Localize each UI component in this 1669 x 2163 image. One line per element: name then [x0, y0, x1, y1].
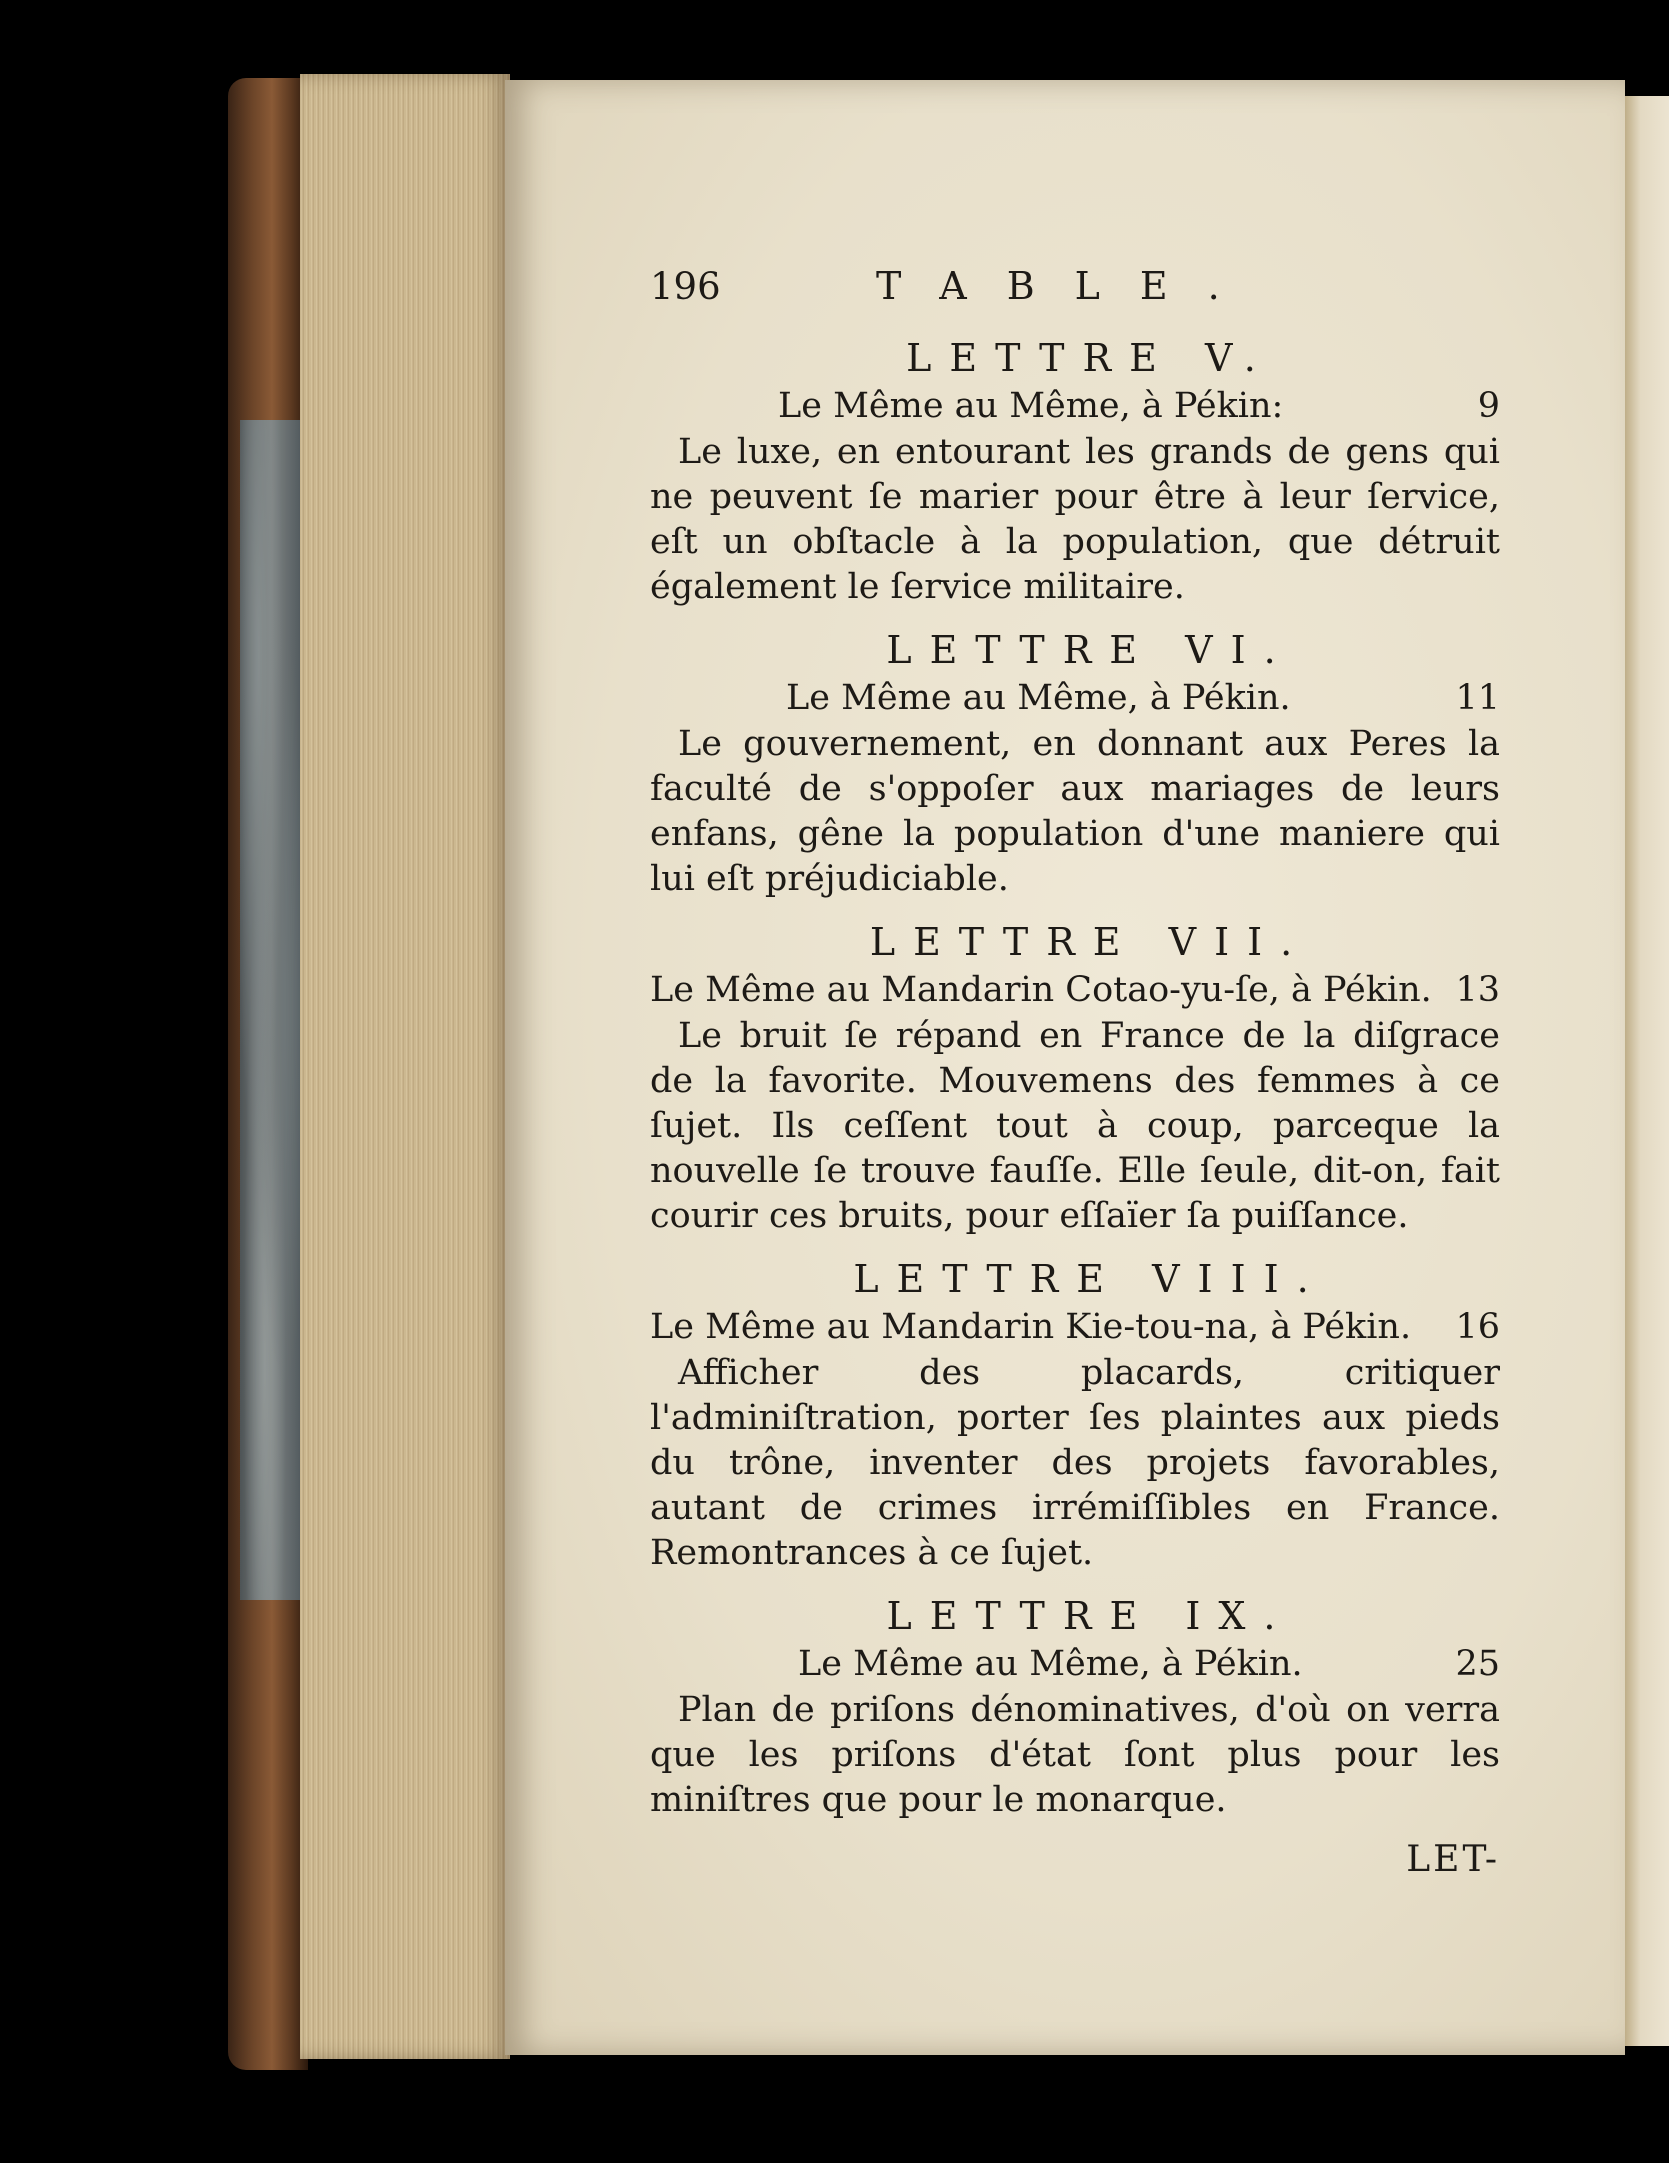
- page-text: [650, 258, 1500, 1882]
- letter-heading: LETTRE V.: [906, 336, 1274, 380]
- marbled-board: [240, 420, 302, 1600]
- entry-line: [650, 384, 1500, 430]
- letter-summary: Le bruit ſe répand en France de la diſgrace de la favorite. Mouvemens des femmes à ce ſujet. Ils ceſſent tout à coup, parceque la nouvelle ſe trouve fauſſe. Elle ſeule, dit-on, fait courir ces bruits, pour eſſaïer ſa puiſſance.: [650, 1016, 1500, 1236]
- entry-title: Le Même au Mandarin Kie-tou-na, à Pékin.: [650, 1307, 1412, 1347]
- entry-line: [650, 676, 1500, 722]
- letter-heading: LETTRE VI.: [886, 628, 1294, 672]
- letter-summary: Le luxe, en entourant les grands de gens qui ne peuvent ſe marier pour être à leur ſervice, eſt un obſtacle à la population, que détruit également le ſervice militaire.: [650, 432, 1500, 607]
- letter-entry: [650, 1253, 1500, 1576]
- letter-summary: Le gouvernement, en donnant aux Peres la faculté de s'oppoſer aux mariages de leurs enfans, gêne la population d'une maniere qui lui eſt préjudiciable.: [650, 724, 1500, 899]
- letter-summary: Afficher des placards, critiquer l'adminiſtration, porter ſes plaintes aux pieds du trône, inventer des projets favorables, autant de crimes irrémiſſibles en France. Remontrances à ce ſujet.: [650, 1353, 1500, 1573]
- page-edges: [300, 74, 510, 2059]
- page-number: 196: [650, 265, 721, 308]
- entry-line: [650, 968, 1500, 1014]
- letter-heading: LETTRE VII.: [869, 920, 1311, 964]
- entry-title: Le Même au Mandarin Cotao-yu-ſe, à Pékin.: [650, 970, 1432, 1010]
- entry-page-number: 25: [1455, 1644, 1500, 1684]
- facing-page-edge: [1625, 96, 1669, 2046]
- letter-summary: Plan de priſons dénominatives, d'où on verra que les priſons d'état ſont plus pour les miniſtres que pour le monarque.: [650, 1690, 1500, 1820]
- entry-title: Le Même au Même, à Pékin:: [778, 386, 1284, 426]
- entry-title: Le Même au Même, à Pékin.: [786, 678, 1291, 718]
- entry-page-number: 13: [1455, 970, 1500, 1010]
- page-header: [650, 258, 1500, 328]
- letter-heading: LETTRE IX.: [886, 1594, 1294, 1638]
- entry-page-number: 11: [1455, 678, 1500, 718]
- letter-entry: [650, 916, 1500, 1239]
- letter-entry: [650, 624, 1500, 902]
- entry-line: [650, 1642, 1500, 1688]
- letter-entry: [650, 332, 1500, 610]
- running-title: TABLE.: [876, 264, 1260, 308]
- letter-entry: [650, 1590, 1500, 1823]
- letter-heading: LETTRE VIII.: [853, 1257, 1327, 1301]
- entry-page-number: 16: [1455, 1307, 1500, 1347]
- entry-title: Le Même au Même, à Pékin.: [798, 1644, 1303, 1684]
- catchword: LET-: [1406, 1839, 1500, 1880]
- entry-page-number: 9: [1477, 386, 1500, 426]
- entry-line: [650, 1305, 1500, 1351]
